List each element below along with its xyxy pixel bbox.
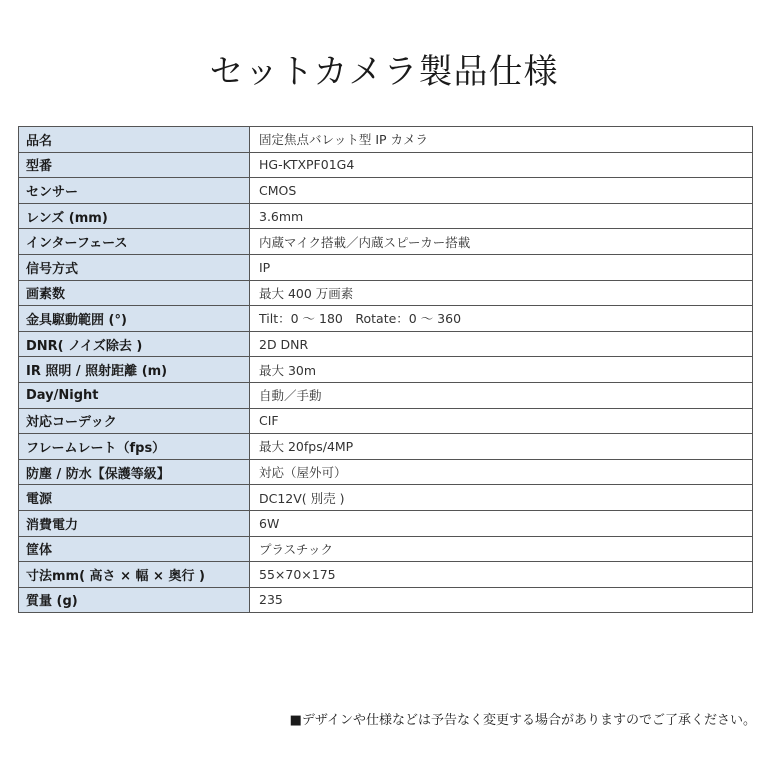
spec-label: フレームレート（fps）	[19, 434, 250, 460]
spec-value: 自動／手動	[250, 382, 753, 408]
table-row	[19, 280, 753, 306]
spec-label: インターフェース	[19, 229, 250, 255]
table-row	[19, 536, 753, 562]
spec-value: 3.6mm	[250, 203, 753, 229]
spec-value: 6W	[250, 510, 753, 536]
spec-value: 最大 30m	[250, 357, 753, 383]
spec-label: 金具駆動範囲 (°)	[19, 306, 250, 332]
spec-value: HG-KTXPF01G4	[250, 152, 753, 178]
spec-label: IR 照明 / 照射距離 (m)	[19, 357, 250, 383]
table-row	[19, 127, 753, 153]
spec-value: 内蔵マイク搭載／内蔵スピーカー搭載	[250, 229, 753, 255]
spec-label: 防塵 / 防水【保護等級】	[19, 459, 250, 485]
spec-label: 対応コーデック	[19, 408, 250, 434]
spec-value: 最大 400 万画素	[250, 280, 753, 306]
spec-value: CIF	[250, 408, 753, 434]
spec-table	[18, 126, 753, 613]
table-row	[19, 485, 753, 511]
spec-value: 最大 20fps/4MP	[250, 434, 753, 460]
table-row	[19, 510, 753, 536]
table-row	[19, 306, 753, 332]
spec-label: 筐体	[19, 536, 250, 562]
spec-value: DC12V( 別売 )	[250, 485, 753, 511]
table-row	[19, 357, 753, 383]
spec-value: CMOS	[250, 178, 753, 204]
table-row	[19, 331, 753, 357]
table-row	[19, 587, 753, 613]
spec-label: センサー	[19, 178, 250, 204]
disclaimer-note: ■デザインや仕様などは予告なく変更する場合がありますのでご了承ください。	[289, 713, 756, 728]
spec-value: 235	[250, 587, 753, 613]
table-row	[19, 229, 753, 255]
spec-value: 2D DNR	[250, 331, 753, 357]
spec-label: DNR( ノイズ除去 )	[19, 331, 250, 357]
spec-value: 55×70×175	[250, 562, 753, 588]
spec-label: 寸法mm( 高さ × 幅 × 奥行 )	[19, 562, 250, 588]
spec-value: IP	[250, 254, 753, 280]
spec-label: 信号方式	[19, 254, 250, 280]
spec-value: 対応（屋外可）	[250, 459, 753, 485]
spec-label: 質量 (g)	[19, 587, 250, 613]
spec-value: Tilt：0 ～ 180 Rotate：0 ～ 360	[250, 306, 753, 332]
spec-label: 型番	[19, 152, 250, 178]
spec-label: レンズ (mm)	[19, 203, 250, 229]
spec-label: 電源	[19, 485, 250, 511]
spec-value: プラスチック	[250, 536, 753, 562]
table-row	[19, 178, 753, 204]
table-row	[19, 382, 753, 408]
spec-label: Day/Night	[19, 382, 250, 408]
table-row	[19, 203, 753, 229]
table-row	[19, 562, 753, 588]
spec-label: 画素数	[19, 280, 250, 306]
table-row	[19, 408, 753, 434]
table-row	[19, 434, 753, 460]
table-row	[19, 254, 753, 280]
table-row	[19, 459, 753, 485]
spec-label: 品名	[19, 127, 250, 153]
spec-value: 固定焦点バレット型 IP カメラ	[250, 127, 753, 153]
table-row	[19, 152, 753, 178]
page-title: セットカメラ製品仕様	[209, 52, 559, 92]
spec-label: 消費電力	[19, 510, 250, 536]
